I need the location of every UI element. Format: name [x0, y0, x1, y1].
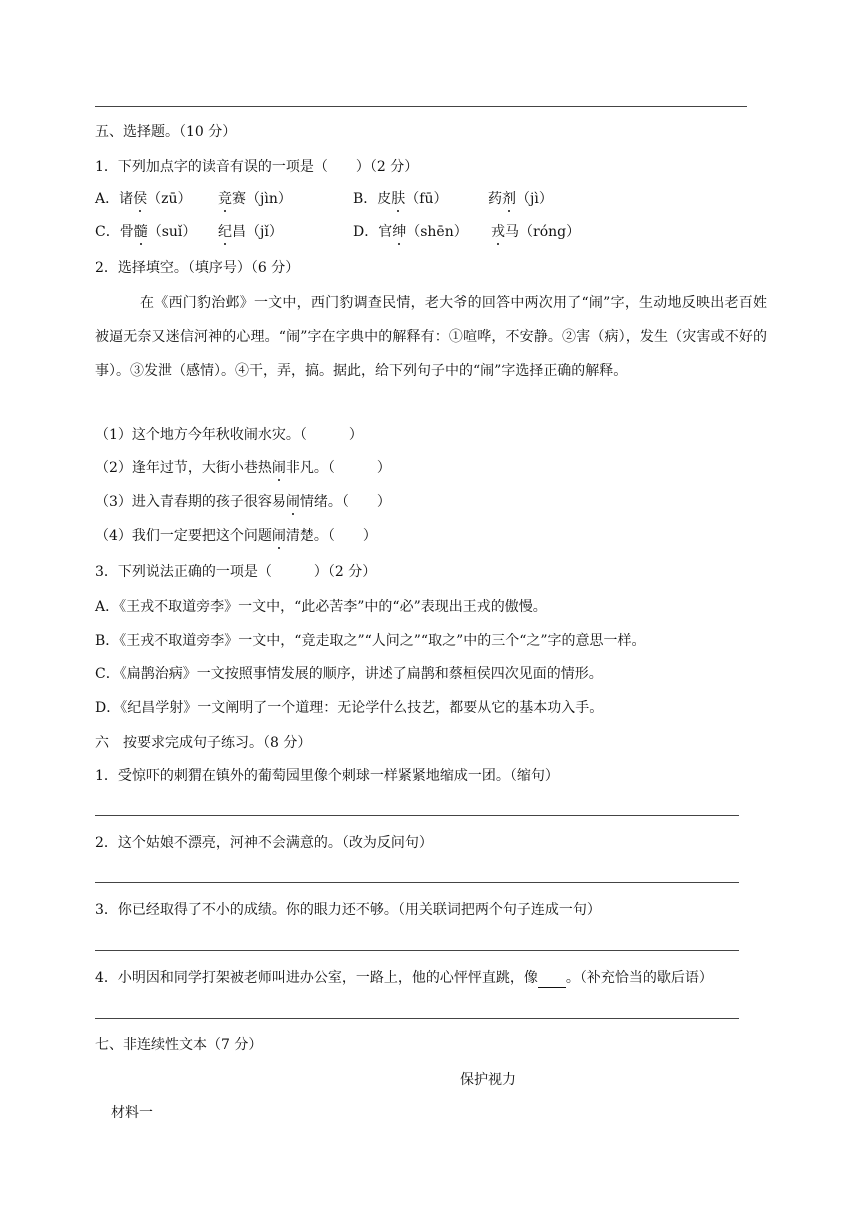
q1-option-d2: 戎马（róng）: [491, 224, 581, 240]
q1-option-a1: A．诸侯（zū）: [95, 191, 192, 207]
q1-option-a2: 竞赛（jìn）: [218, 191, 292, 207]
q1-option-b1: B．皮肤（fū）: [353, 191, 448, 207]
q1-stem: 1．下列加点字的读音有误的一项是（ ）（2 分）: [95, 159, 419, 175]
q1-option-c1: C．骨髓（suǐ）: [95, 224, 197, 240]
s6-q4-answer-line[interactable]: [95, 1018, 739, 1019]
q2-item-4: （4）我们一定要把这个问题闹清楚。（ ）: [95, 528, 377, 544]
q2-item-2: （2）逢年过节，大街小巷热闹非凡。（ ）: [95, 460, 391, 476]
s7-material-label: 材料一: [111, 1105, 153, 1121]
section-7-header: 七、非连续性文本（7 分）: [95, 1037, 263, 1053]
s6-q1-answer-line[interactable]: [95, 815, 739, 816]
q3-stem: 3．下列说法正确的一项是（ ）（2 分）: [95, 564, 377, 580]
s6-q4: 4．小明因和同学打架被老师叫进办公室，一路上，他的心怦怦直跳，像 。（补充恰当的歇后语）: [95, 970, 713, 986]
q2-passage: 在《西门豹治邺》一文中，西门豹调查民情，老大爷的回答中两次用了“闹”字，生动地反映出老百姓被逼无奈又迷信河神的心理。“闹”字在字典中的解释有：①喧哗，不安静。②害（病），发生（灾害或不好的事）。③发泄（感情）。④干，弄，搞。据此，给下列句子中的“闹”字选择正确的解释。: [95, 295, 767, 379]
s6-q2: 2．这个姑娘不漂亮，河神不会满意的。（改为反问句）: [95, 835, 433, 851]
q2-item-3: （3）进入青春期的孩子很容易闹情绪。（ ）: [95, 494, 391, 510]
section-5-header: 五、选择题。（10 分）: [95, 124, 237, 140]
q1-option-b2: 药剂（jì）: [488, 191, 553, 207]
s7-title: 保护视力: [460, 1072, 516, 1088]
q1-option-c2: 纪昌（jǐ）: [218, 224, 283, 240]
s6-q4-blank[interactable]: [538, 973, 566, 988]
section-6-header: 六 按要求完成句子练习。（8 分）: [95, 735, 312, 751]
top-rule: [95, 106, 747, 107]
s6-q3: 3．你已经取得了不小的成绩。你的眼力还不够。（用关联词把两个句子连成一句）: [95, 902, 601, 918]
q3-option-c: C．《扁鹊治病》一文按照事情发展的顺序，讲述了扁鹊和蔡桓侯四次见面的情形。: [95, 666, 603, 682]
q2-stem: 2．选择填空。（填序号）（6 分）: [95, 260, 300, 276]
s6-q1: 1．受惊吓的刺猬在镇外的葡萄园里像个刺球一样紧紧地缩成一团。（缩句）: [95, 768, 559, 784]
q3-option-d: D．《纪昌学射》一文阐明了一个道理：无论学什么技艺，都要从它的基本功入手。: [95, 700, 604, 716]
s6-q3-answer-line[interactable]: [95, 950, 739, 951]
q3-option-b: B．《王戎不取道旁李》一文中，“竞走取之”“人问之”“取之”中的三个“之”字的意思一样。: [95, 633, 646, 649]
q2-item-1: （1）这个地方今年秋收闹水灾。（ ）: [95, 427, 363, 443]
q1-option-d1: D．官绅（shēn）: [353, 224, 468, 240]
q3-option-a: A．《王戎不取道旁李》一文中，“此必苦李”中的“必”表现出王戎的傲慢。: [95, 599, 547, 615]
s6-q2-answer-line[interactable]: [95, 882, 739, 883]
